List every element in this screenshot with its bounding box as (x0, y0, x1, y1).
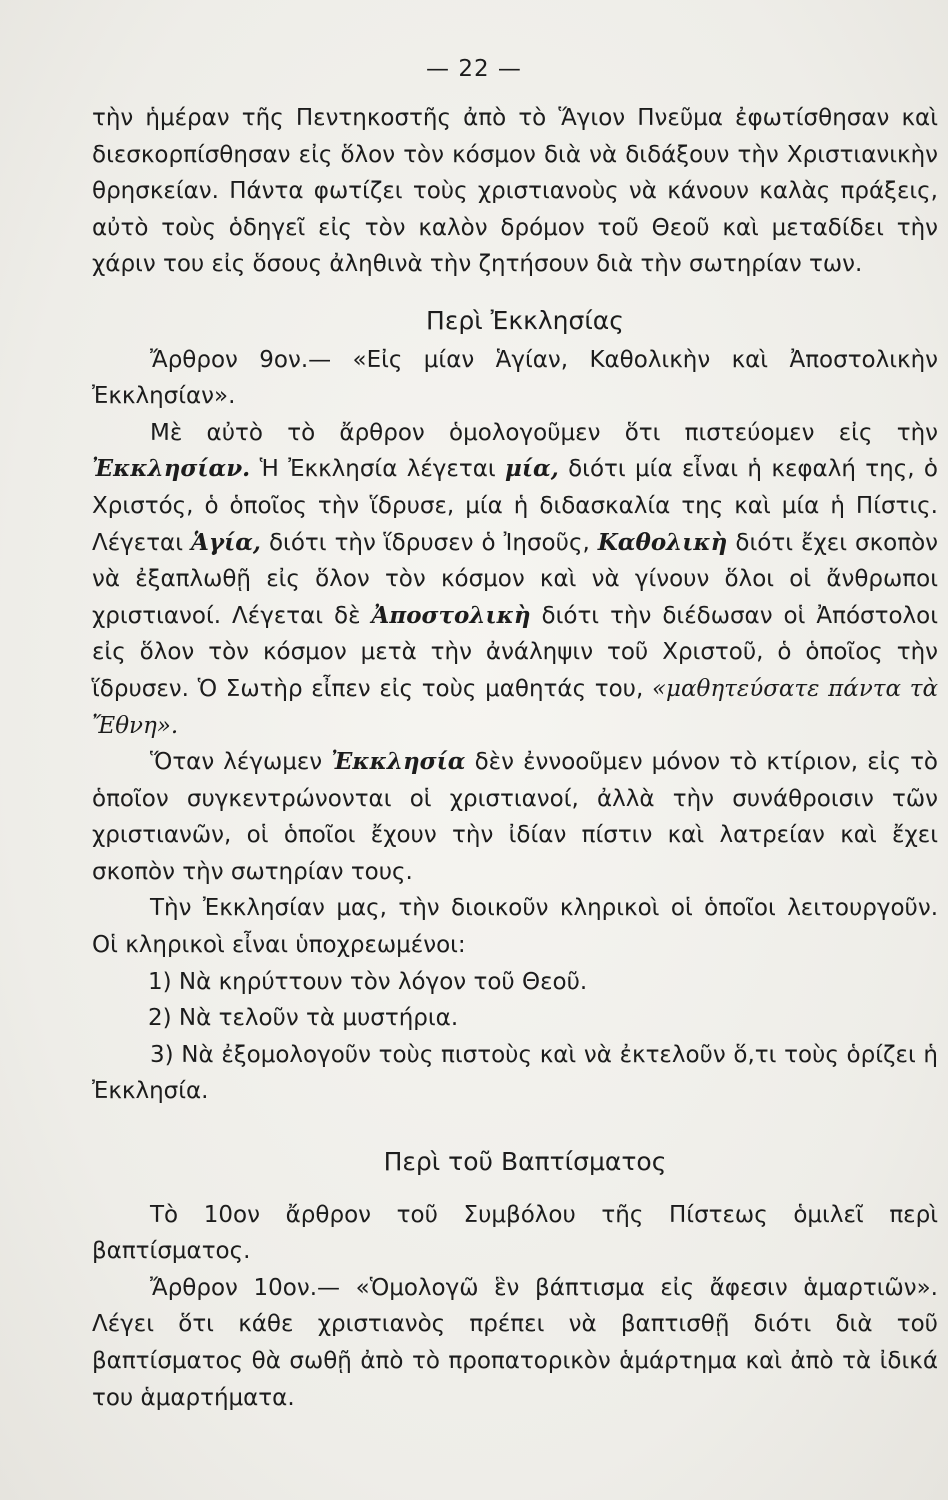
when-text-1: Ὅταν λέγωμεν (150, 749, 332, 776)
article-10-text: «Ὁμολογῶ ἓν βάπτισμα εἰς ἄφεσιν ἁμαρτιῶν». Λέγει ὅτι κάθε χριστιανὸς πρέπει νὰ βαπτισθῇ διότι διὰ τοῦ βαπτίσματος θὰ σωθῇ ἀπὸ τὸ προπατορικὸν ἁμάρτημα καὶ ἀπὸ τὰ ἰδικά του ἁμαρτήματα. (92, 1274, 938, 1411)
page-number: — 22 — (426, 56, 522, 82)
when-text-2: δὲν ἐννοοῦμεν μόνον τὸ κτίριον, εἰς τὸ ὁποῖον συγκεντρώνονται οἱ χριστιανοί, ἀλλὰ τὴν συνάθροισιν τῶν χριστιανῶν, οἱ ὁποῖοι ἔχουν τὴν ἰδίαν πίστιν καὶ λατρείαν καὶ ἔχει σκοπὸν τὴν σωτηρίαν τους. (92, 749, 938, 885)
church-text-6: διότι τὴν διέδωσαν οἱ Ἀπόστολοι εἰς ὅλον τὸν κόσμον μετὰ τὴν ἀνάληψιν τοῦ Χριστοῦ, ὁ ὁποῖος τὴν ἵδρυσεν. Ὁ Σωτὴρ εἶπεν εἰς τοὺς μαθητάς του, (92, 602, 938, 702)
church-emphasis-agia: Ἁγία, (191, 528, 261, 556)
church-paragraph (92, 415, 938, 744)
church-text-3: διότι μία εἶναι ἡ κεφαλή της, ὁ Χριστός, ὁ ὁποῖος τὴν ἵδρυσε, μία ἡ διδασκαλία της καὶ μία ἡ Πίστις. Λέγεται (92, 456, 938, 556)
article-9-text: «Εἰς μίαν Ἁγίαν, Καθολικὴν καὶ Ἀποστολικὴν Ἐκκλησίαν». (92, 346, 938, 410)
article-10-paragraph (92, 1270, 938, 1416)
article-9-label: Ἄρθρον 9ον.— (150, 346, 332, 373)
church-quote: «μαθητεύσατε πάντα τὰ Ἔθνη». (92, 675, 938, 739)
church-text-2: Ἡ Ἐκκλησία λέγεται (250, 456, 506, 483)
clergy-paragraph: Τὴν Ἐκκλησίαν μας, τὴν διοικοῦν κληρικοὶ οἱ ὁποῖοι λειτουργοῦν. Οἱ κληρικοὶ εἶναι ὑποχρεωμένοι: (92, 895, 938, 959)
church-text-5: διότι ἔχει σκοπὸν νὰ ἐξαπλωθῇ εἰς ὅλον τὸν κόσμον καὶ νὰ γίνουν ὅλοι οἱ ἄνθρωποι χριστιανοί. Λέγεται δὲ (92, 529, 938, 629)
page-body (92, 100, 938, 1416)
church-emphasis-mia: μία, (505, 455, 559, 483)
church-text-1: Μὲ αὐτὸ τὸ ἄρθρον ὁμολογοῦμεν ὅτι πιστεύομεν εἰς τὴν (150, 419, 938, 446)
list-item: 3) Νὰ ἐξομολογοῦν τοὺς πιστοὺς καὶ νὰ ἐκτελοῦν ὅ,τι τοὺς ὁρίζει ἡ Ἐκκλησία. (92, 1041, 938, 1105)
when-emphasis-ekklesia: Ἐκκλησία (331, 748, 466, 776)
list-item: 2) Νὰ τελοῦν τὰ μυστήρια. (148, 1005, 459, 1032)
intro-paragraph: τὴν ἡμέραν τῆς Πεντηκοστῆς ἀπὸ τὸ Ἅγιον Πνεῦμα ἐφωτίσθησαν καὶ διεσκορπίσθησαν εἰς ὅλον τὸν κόσμον διὰ νὰ διδάξουν τὴν Χριστιανικὴν θρησκείαν. Πάντα φωτίζει τοὺς χριστιανοὺς νὰ κάνουν καλὰς πράξεις, αὐτὸ τοὺς ὁδηγεῖ εἰς τὸν καλὸν δρόμον τοῦ Θεοῦ καὶ μεταδίδει τὴν χάριν του εἰς ὅσους ἀληθινὰ τὴν ζητήσουν διὰ τὴν σωτηρίαν των. (92, 105, 938, 278)
section-heading-baptism: Περὶ τοῦ Βαπτίσματος (383, 1147, 667, 1177)
article-10-intro-paragraph: Τὸ 10ον ἄρθρον τοῦ Συμβόλου τῆς Πίστεως ὁμιλεῖ περὶ βαπτίσματος. (92, 1201, 938, 1265)
church-emphasis-ekklesia: Ἐκκλησίαν. (92, 455, 251, 483)
church-emphasis-katholiki: Καθολικὴ (597, 528, 728, 556)
church-emphasis-apostoliki: Ἀποστολικὴ (371, 601, 531, 629)
church-text-4: διότι τὴν ἵδρυσεν ὁ Ἰησοῦς, (260, 529, 598, 556)
when-paragraph (92, 744, 938, 890)
article-10-label: Ἄρθρον 10ον.— (150, 1274, 341, 1301)
list-item: 1) Νὰ κηρύττουν τὸν λόγον τοῦ Θεοῦ. (148, 968, 588, 995)
article-9-paragraph (92, 342, 938, 415)
section-heading-church: Περὶ Ἐκκλησίας (426, 305, 624, 335)
